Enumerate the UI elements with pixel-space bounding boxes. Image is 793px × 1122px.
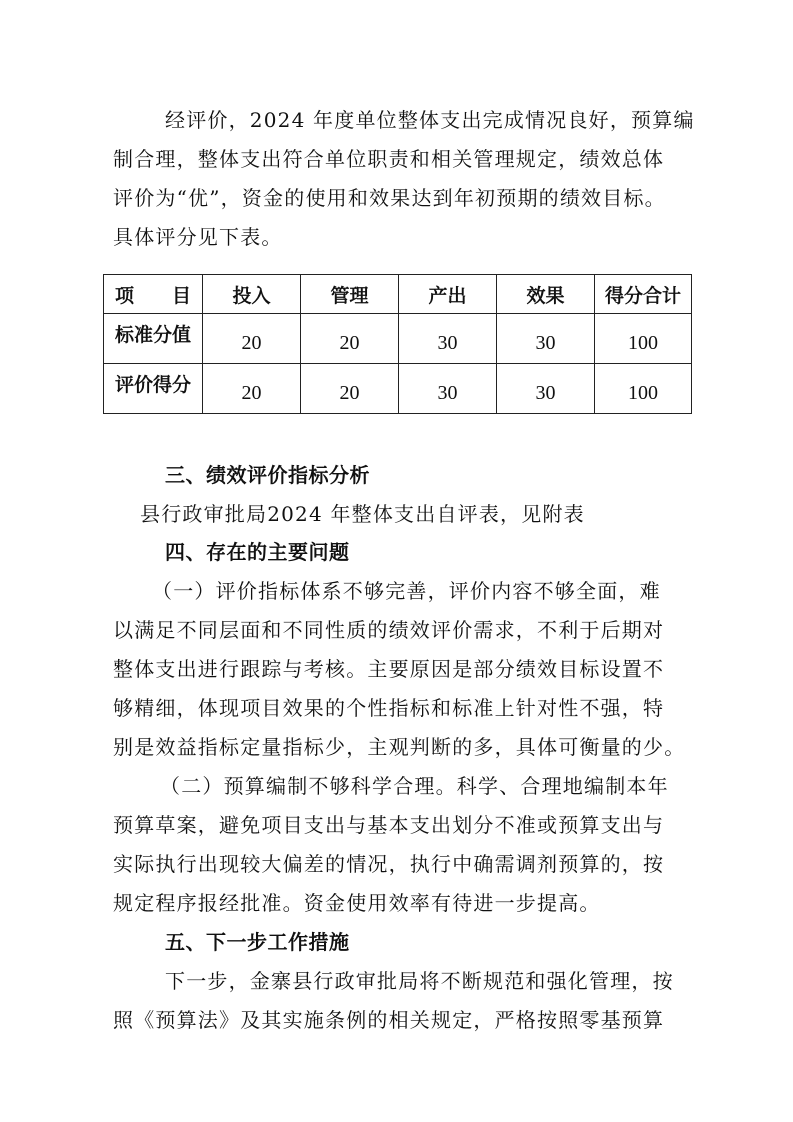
table-cell xyxy=(399,364,497,414)
text-line: 下一步，金寨县行政审批局将不断规范和强化管理，按 xyxy=(165,969,674,993)
table-row xyxy=(104,314,692,364)
header-cell-effect: 效果 xyxy=(497,275,595,314)
cell-value: 20 xyxy=(339,382,360,404)
text-line: 以满足不同层面和不同性质的绩效评价需求，不利于后期对 xyxy=(113,618,665,642)
table-cell xyxy=(301,314,399,364)
text-line: 别是效益指标定量指标少，主观判断的多，具体可衡量的少。 xyxy=(113,735,686,759)
cell-value: 30 xyxy=(535,332,556,354)
text-line: 够精细，体现项目效果的个性指标和标准上针对性不强，特 xyxy=(113,696,665,720)
table-cell xyxy=(399,314,497,364)
header-cell-output: 产出 xyxy=(399,275,497,314)
text-line: 评价为“优”，资金的使用和效果达到年初预期的绩效目标。 xyxy=(113,186,666,210)
cell-value: 30 xyxy=(437,382,458,404)
table-cell xyxy=(497,314,595,364)
table-row xyxy=(104,364,692,414)
header-cell-item: 项 目 xyxy=(104,275,203,314)
row-label: 标准分值 xyxy=(114,324,191,346)
cell-value: 20 xyxy=(241,382,262,404)
cell-value: 20 xyxy=(339,332,360,354)
row-label: 评价得分 xyxy=(114,374,191,396)
text-line: 实际执行出现较大偏差的情况，执行中确需调剂预算的，按 xyxy=(113,852,665,876)
cell-value: 30 xyxy=(437,332,458,354)
text-line: （一）评价指标体系不够完善，评价内容不够全面，难 xyxy=(152,579,661,603)
cell-value: 100 xyxy=(628,382,658,404)
score-table xyxy=(103,274,692,414)
section-heading: 五、下一步工作措施 xyxy=(165,930,350,954)
table-cell xyxy=(301,364,399,414)
row-label-cell xyxy=(104,364,203,414)
text-line: 经评价，2024 年度单位整体支出完成情况良好，预算编 xyxy=(165,108,695,132)
table-cell xyxy=(595,314,692,364)
cell-value: 20 xyxy=(241,332,262,354)
cell-value: 100 xyxy=(628,332,658,354)
header-cell-input: 投入 xyxy=(203,275,301,314)
table-cell xyxy=(497,364,595,414)
row-label-cell xyxy=(104,314,203,364)
header-cell-management: 管理 xyxy=(301,275,399,314)
section-heading: 三、绩效评价指标分析 xyxy=(165,463,370,487)
text-line: 整体支出进行跟踪与考核。主要原因是部分绩效目标设置不 xyxy=(113,657,665,681)
cell-value: 30 xyxy=(535,382,556,404)
text-line: 县行政审批局2024 年整体支出自评表，见附表 xyxy=(140,502,585,526)
section-heading: 四、存在的主要问题 xyxy=(165,540,350,564)
header-cell-total: 得分合计 xyxy=(595,275,692,314)
text-line: 具体评分见下表。 xyxy=(113,225,283,249)
text-line: 照《预算法》及其实施条例的相关规定，严格按照零基预算 xyxy=(113,1008,665,1032)
table-cell xyxy=(203,314,301,364)
text-line: 规定程序报经批准。资金使用效率有待进一步提高。 xyxy=(113,891,601,915)
text-line: 制合理，整体支出符合单位职责和相关管理规定，绩效总体 xyxy=(113,147,665,171)
table-header-row xyxy=(104,275,692,314)
text-line: （二）预算编制不够科学合理。科学、合理地编制本年 xyxy=(160,774,669,798)
table-cell xyxy=(203,364,301,414)
table-cell xyxy=(595,364,692,414)
text-line: 预算草案，避免项目支出与基本支出划分不准或预算支出与 xyxy=(113,813,665,837)
